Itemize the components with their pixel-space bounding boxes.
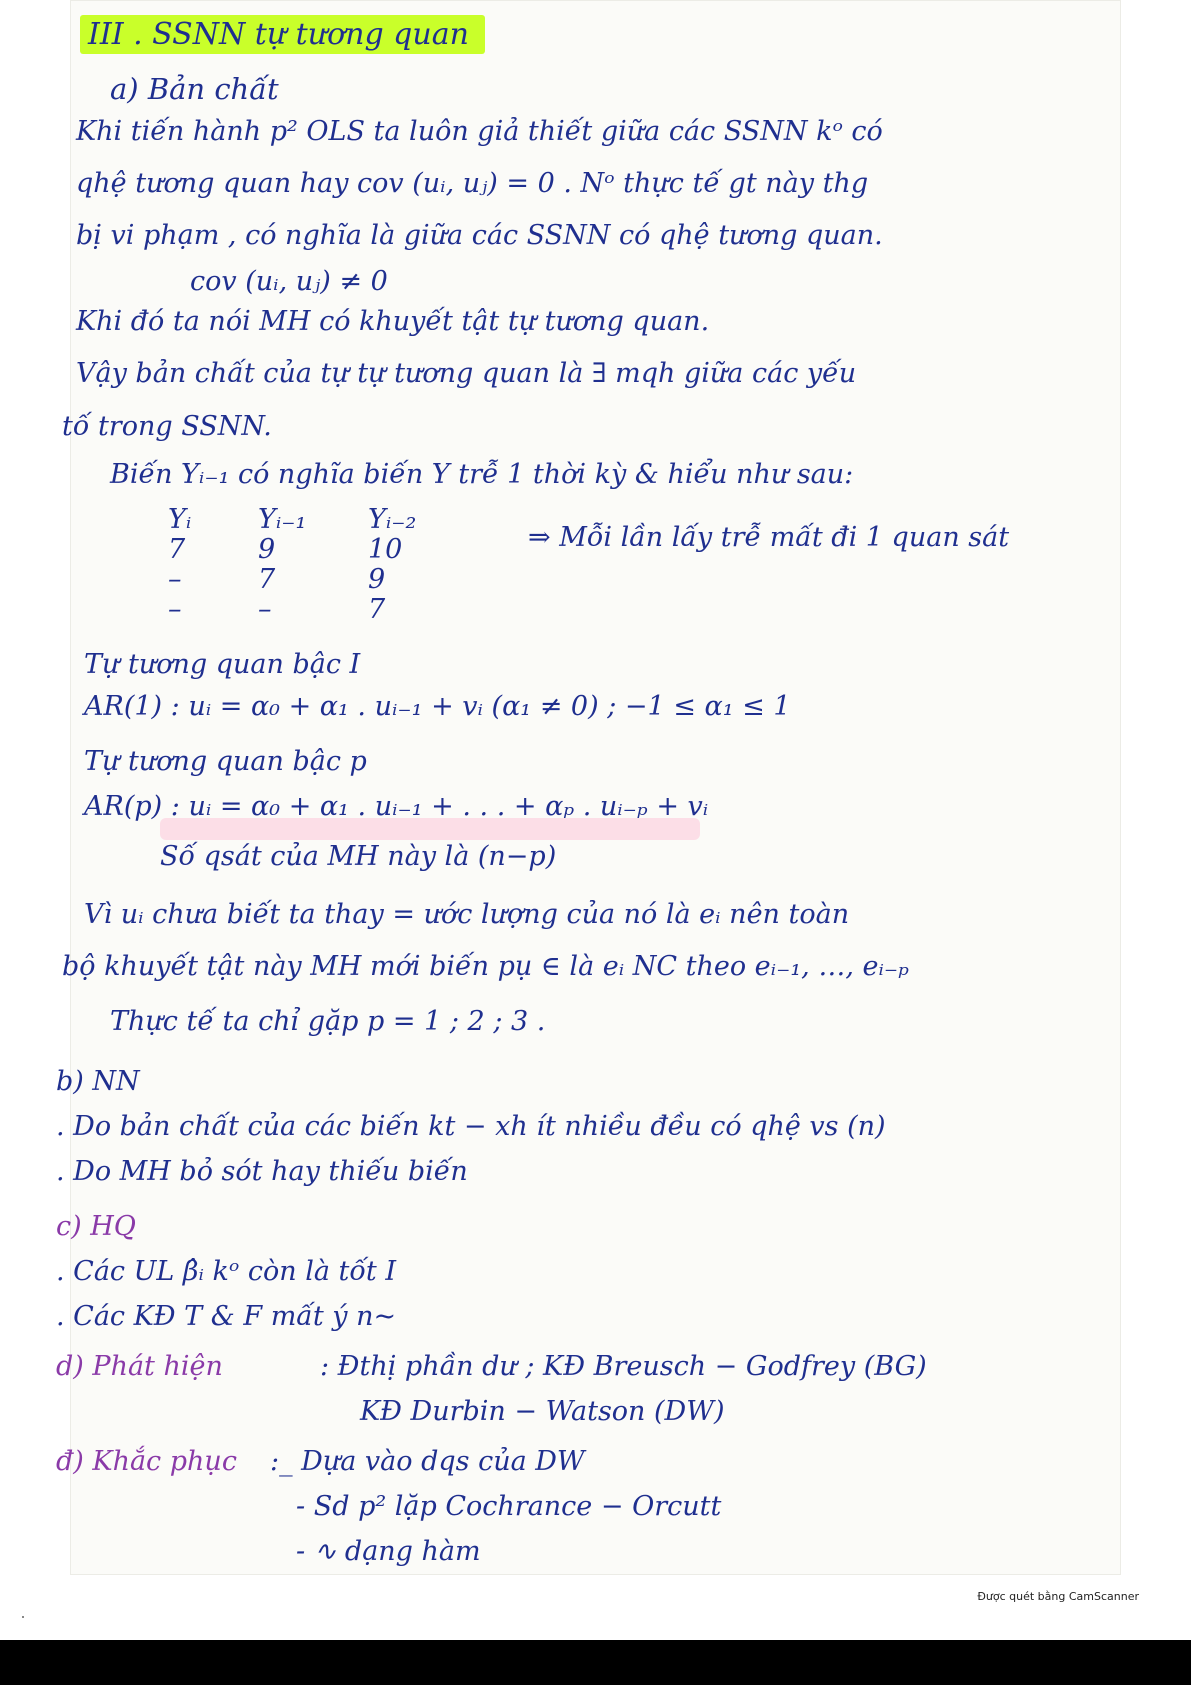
ar1-title: Tự tương quan bậc I [84,649,361,680]
lag-col-y [168,505,258,625]
para3-line-2: bộ khuyết tật này MH mới biến pụ ∈ là eᵢ NC theo eᵢ₋₁, …, eᵢ₋ₚ [62,951,909,982]
para-b-line-1: . Do bản chất của các biến kt − xh ít nhiều đều có qhệ vs (n) [56,1111,886,1142]
subsection-b-heading: b) NN [56,1066,140,1097]
subsection-c-heading: c) HQ [56,1211,136,1242]
lag-cell: 7 [258,564,276,595]
scanned-page [56,0,1121,1575]
arp-note: Số qsát của MH này là (n−p) [160,841,557,872]
camscanner-footer: Được quét bằng CamScanner [977,1590,1139,1603]
para-b-line-2: . Do MH bỏ sót hay thiếu biến [56,1156,468,1187]
para1-line-5: Khi đó ta nói MH có khuyết tật tự tương quan. [76,306,710,337]
para3-line-3: Thực tế ta chỉ gặp p = 1 ; 2 ; 3 . [110,1006,546,1037]
lag-cell: – [168,564,182,595]
bottom-black-bar [0,1640,1191,1685]
lag-cell: – [168,594,182,625]
lag-cell: – [258,594,272,625]
para1-line-1: Khi tiến hành p² OLS ta luôn giả thiết giữa các SSNN kᵒ có [76,116,883,147]
para-c-line-2: . Các KĐ T & F mất ý n~ [56,1301,397,1332]
subsection-e-heading: đ) Khắc phục [56,1446,237,1477]
para3-line-1: Vì uᵢ chưa biết ta thay = ước lượng của nó là eᵢ nên toàn [84,899,850,930]
para-c-line-1: . Các UL β̂ᵢ kᵒ còn là tốt I [56,1256,396,1287]
ar1-formula: AR(1) : uᵢ = α₀ + α₁ . uᵢ₋₁ + vᵢ (α₁ ≠ 0) ; −1 ≤ α₁ ≤ 1 [84,691,791,722]
lag-header: Yᵢ [168,504,192,535]
lag-cell: 7 [168,534,186,565]
lag-cell: 9 [368,564,386,595]
remedy-line-3: - ∿ dạng hàm [296,1536,481,1567]
arp-title: Tự tương quan bậc p [84,746,367,777]
remedy-line-2: - Sd p² lặp Cochrance − Orcutt [296,1491,722,1522]
para1-line-6: Vậy bản chất của tự tự tương quan là ∃ mqh giữa các yếu [76,358,857,389]
lag-note: ⇒ Mỗi lần lấy trễ mất đi 1 quan sát [528,522,1010,553]
section-title-row [80,18,485,52]
arp-formula: AR(p) : uᵢ = α₀ + α₁ . uᵢ₋₁ + . . . + αₚ . uᵢ₋ₚ + vᵢ [84,791,709,822]
section-title: III . SSNN tự tương quan [80,15,485,54]
lag-header: Yᵢ₋₁ [258,504,307,535]
para1-line-2: qhệ tương quan hay cov (uᵢ, uⱼ) = 0 . Nᵒ thực tế gt này thg [76,168,869,199]
lag-header: Yᵢ₋₂ [368,504,417,535]
lag-cell: 10 [368,534,403,565]
para1-line-7: tố trong SSNN. [62,411,272,442]
para2: Biến Yᵢ₋₁ có nghĩa biến Y trễ 1 thời kỳ & hiểu như sau: [110,459,854,490]
subsection-d-heading: d) Phát hiện [56,1351,223,1382]
scan-speck [22,1616,24,1618]
para1-line-4: cov (uᵢ, uⱼ) ≠ 0 [190,266,388,297]
para1-line-3: bị vi phạm , có nghĩa là giữa các SSNN có qhệ tương quan. [76,220,883,251]
remedy-line-1: :_ Dựa vào dqs của DW [270,1446,585,1477]
subsection-a-heading: a) Bản chất [110,72,279,106]
detect-line-2: KĐ Durbin − Watson (DW) [360,1396,725,1427]
pink-highlight-mark [160,818,700,840]
lag-cell: 9 [258,534,276,565]
lag-col-y2 [368,505,458,625]
lag-cell: 7 [368,594,386,625]
lag-col-y1 [258,505,348,625]
detect-line-1: : Đthị phần dư ; KĐ Breusch − Godfrey (BG) [320,1351,927,1382]
